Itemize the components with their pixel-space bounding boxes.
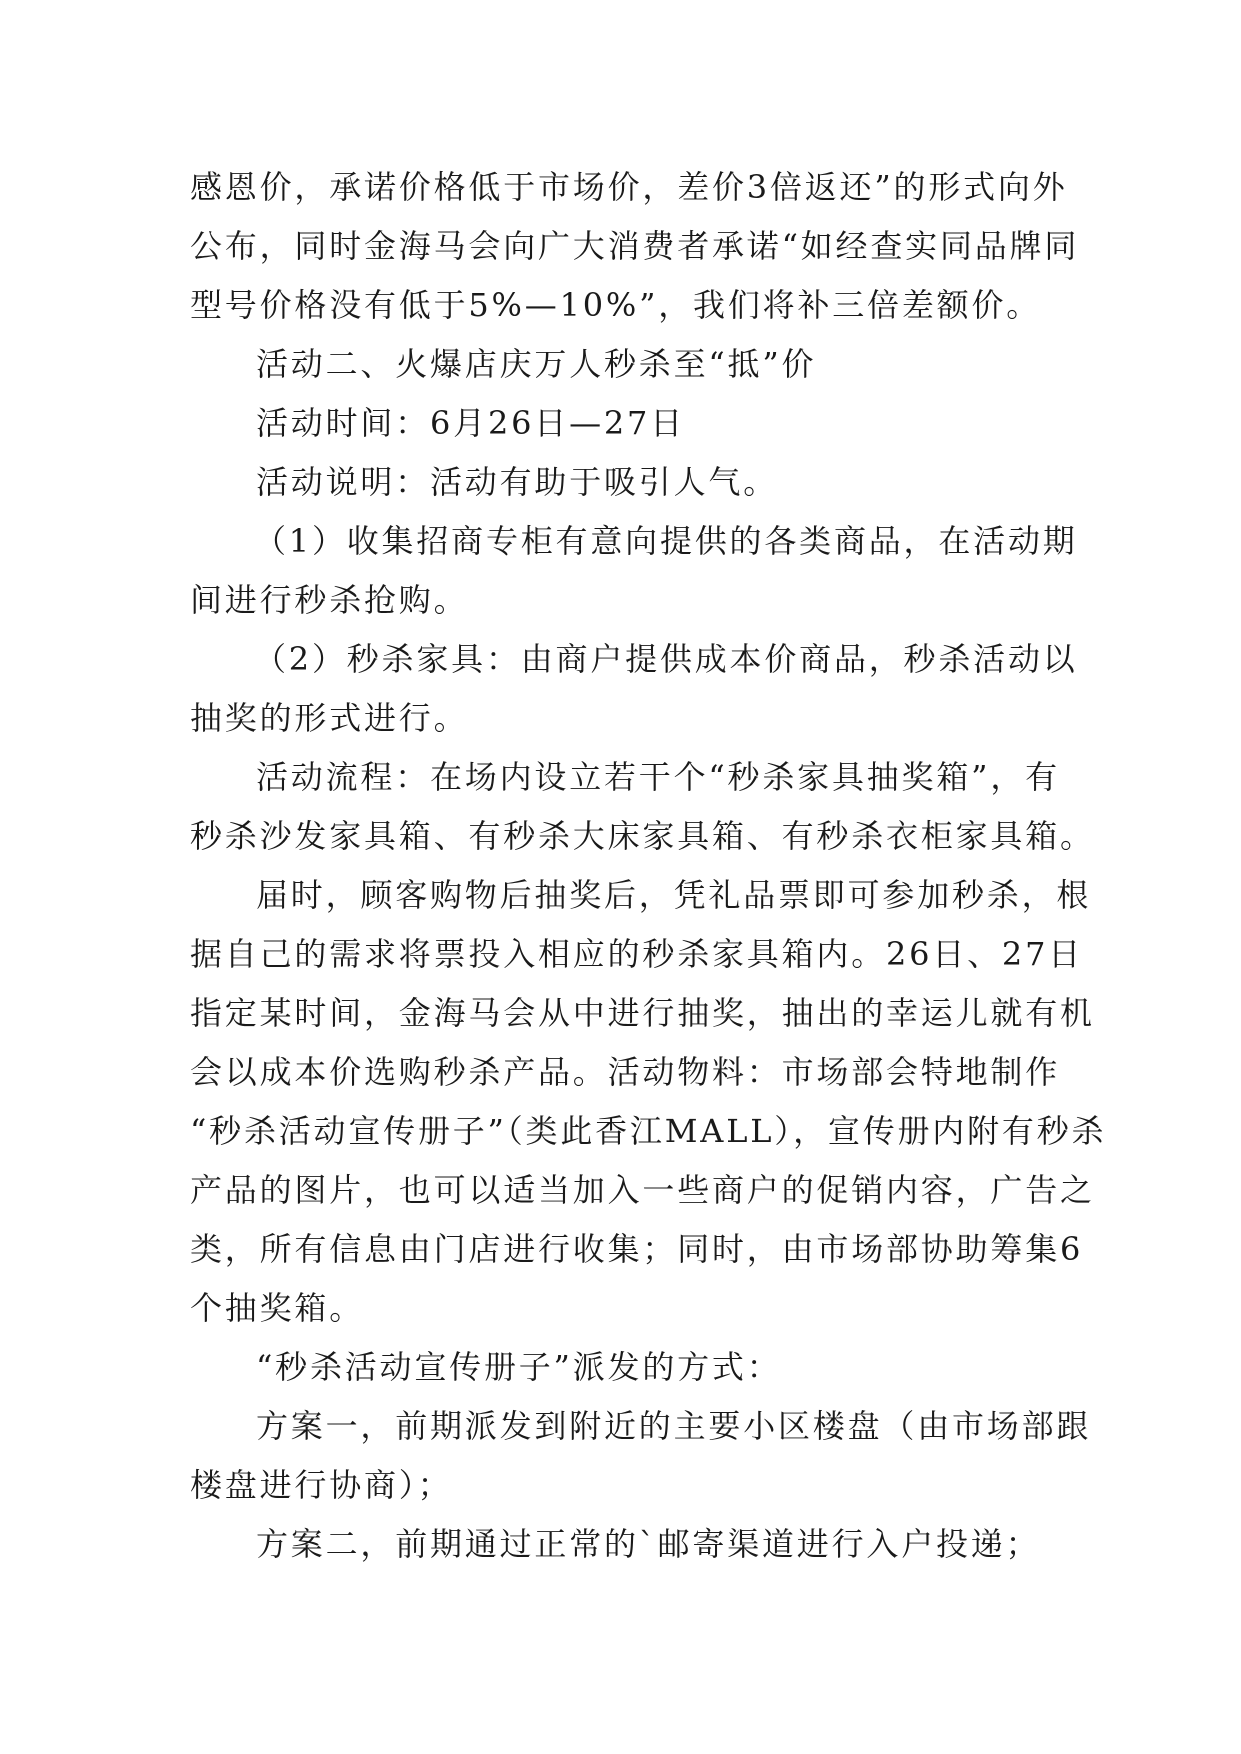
paragraph-line: 类，所有信息由门店进行收集；同时，由市场部协助筹集6 (190, 1230, 1084, 1268)
paragraph-line: 会以成本价选购秒杀产品。活动物料：市场部会特地制作 (190, 1053, 1061, 1091)
paragraph-line: 据自己的需求将票投入相应的秒杀家具箱内。26日、27日 (190, 935, 1084, 973)
plan-two: 方案二，前期通过正常的`邮寄渠道进行入户投递； (256, 1525, 1041, 1563)
plan-one: 方案一，前期派发到附近的主要小区楼盘（由市场部跟 (256, 1407, 1092, 1445)
paragraph-line: 间进行秒杀抢购。 (190, 581, 469, 619)
paragraph-line: 感恩价，承诺价格低于市场价，差价3倍返还”的形式向外 (190, 168, 1068, 206)
paragraph-line: 产品的图片，也可以适当加入一些商户的促销内容，广告之 (190, 1171, 1095, 1209)
paragraph-line: “秒杀活动宣传册子”（类此香江MALL），宣传册内附有秒杀 (190, 1112, 1107, 1150)
document-body (190, 158, 1107, 1574)
paragraph-line: 秒杀沙发家具箱、有秒杀大床家具箱、有秒杀衣柜家具箱。 (190, 817, 1095, 855)
paragraph-line: 抽奖的形式进行。 (190, 699, 469, 737)
paragraph-line: 楼盘进行协商）； (190, 1466, 453, 1504)
paragraph-line: 公布，同时金海马会向广大消费者承诺“如经查实同品牌同 (190, 227, 1080, 265)
paragraph-line: 型号价格没有低于5%—10%”，我们将补三倍差额价。 (190, 286, 1042, 324)
paragraph-line: 个抽奖箱。 (190, 1289, 365, 1327)
paragraph-line: 届时，顾客购物后抽奖后，凭礼品票即可参加秒杀，根 (256, 876, 1092, 914)
activity-time: 活动时间：6月26日—27日 (256, 404, 685, 442)
section-heading: 活动二、火爆店庆万人秒杀至“抵”价 (256, 345, 817, 383)
list-item-1: （1）收集招商专柜有意向提供的各类商品，在活动期 (254, 522, 1078, 560)
distribution-heading: “秒杀活动宣传册子”派发的方式： (256, 1348, 782, 1386)
activity-process: 活动流程：在场内设立若干个“秒杀家具抽奖箱”，有 (256, 758, 1060, 796)
list-item-2: （2）秒杀家具：由商户提供成本价商品，秒杀活动以 (254, 640, 1078, 678)
paragraph-line: 指定某时间，金海马会从中进行抽奖，抽出的幸运儿就有机 (190, 994, 1095, 1032)
activity-description: 活动说明：活动有助于吸引人气。 (256, 463, 779, 501)
